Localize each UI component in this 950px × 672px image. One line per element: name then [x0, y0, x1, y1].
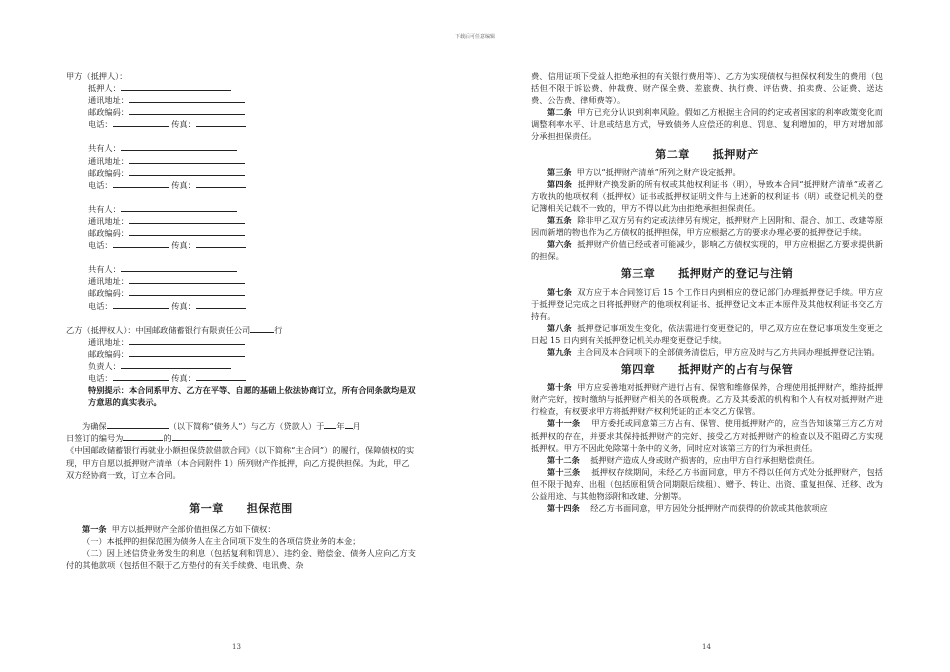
article-1-item-2: （二）因上述信贷业务发生的利息（包括复利和罚息）、违约金、赔偿金、债务人应向乙方支付的其他款项（包括但不限于乙方垫付的有关手续费、电讯费、杂 — [66, 548, 416, 571]
fax-field[interactable] — [196, 239, 246, 248]
address-field[interactable] — [129, 94, 245, 103]
phone-row: 电话： 传真： — [66, 300, 416, 312]
right-page — [531, 70, 883, 514]
address-row: 通讯地址： — [66, 215, 416, 227]
article-7: 第七条 双方应于本合同签订后 15 个工作日内到相应的登记部门办理抵押登记手续。甲方应于抵押登记完成之日将抵押财产的他项权利证书、抵押登记文本正本原件及其他权利证书交乙方持有。 — [531, 286, 883, 321]
chapter-2-title: 第二章 抵押财产 — [655, 147, 759, 161]
article-9: 第九条 主合同及本合同项下的全部债务清偿后，甲方应及时与乙方共同办理抵押登记注销。 — [547, 346, 880, 357]
chapter-3-title: 第三章 抵押财产的登记与注销 — [620, 267, 794, 281]
contract-number-field[interactable] — [123, 432, 163, 441]
postcode-row: 邮政编码： — [66, 106, 416, 118]
article-2: 第二条 甲方已充分认识到利率风险。假如乙方根据主合同的约定或者国家的利率政策变化而调整利率水平、计息或结息方式，导致债务人应偿还的利息、罚息、复利增加的，甲方对增加部分承担担保责任。 — [531, 107, 883, 142]
party-b-heading: 乙方（抵押权人）：中国邮政储蓄银行有限责任公司 行 — [66, 324, 283, 335]
address-field[interactable] — [129, 275, 245, 284]
phone-field[interactable] — [113, 239, 169, 248]
article-3: 第三条 甲方以“抵押财产清单”所列之财产设定抵押。 — [547, 166, 741, 177]
postcode-row: 邮政编码： — [66, 287, 416, 299]
phone-row: 电话： 传真： — [66, 118, 416, 130]
article-4: 第四条 抵押财产换发新的所有权或其他权利证书（明），导致本合同“抵押财产清单”或者乙方收执的他项权利（抵押权）证书或抵押权证明文件与上述新的权利证书（明）或登记机关的登记簿相关记载不一致的，甲方不得以此为由拒绝承担担保责任。 — [531, 178, 883, 213]
chapter-4-title: 第四章 抵押财产的占有与保管 — [620, 363, 794, 377]
article-5: 第五条 除非甲乙双方另有约定或法律另有规定，抵押财产上因附和、混合、加工、改建等原因而新增的物也作为乙方债权的抵押担保，甲方应根据乙方的要求办理必要的抵押登记手续。 — [531, 215, 883, 238]
article-1-item-1: （一）本抵押的担保范围为债务人在主合同项下发生的各项信贷业务的本金； — [82, 535, 361, 546]
postcode-field[interactable] — [129, 167, 245, 176]
coowner-row: 共有人： — [66, 142, 416, 154]
postcode-field[interactable] — [129, 287, 245, 296]
principal-field[interactable] — [121, 360, 231, 369]
article-6: 第六条 抵押财产价值已经或者可能减少，影响乙方债权实现的，甲方应根据乙方要求提供新的担保。 — [531, 239, 883, 262]
address-row: 通讯地址： — [66, 336, 416, 348]
article-11: 第十一条 甲方委托或同意第三方占有、保管、使用抵押财产的，应当告知该第三方乙方对抵押权的存在，并要求其保持抵押财产的完好、接受乙方对抵押财产的检查以及不阻碍乙方实现抵押权。甲方不因此免除第十条中的义务，同时应对该第三方的行为承担责任。 — [531, 418, 883, 453]
phone-field[interactable] — [113, 300, 169, 309]
phone-row: 电话： 传真： — [66, 239, 416, 251]
article-12: 第十二条 抵押财产造成人身或财产损害的，应由甲方自行承担赔偿责任。 — [547, 454, 820, 465]
article-1: 第一条 甲方以抵押财产全部价值担保乙方如下债权： — [82, 523, 276, 534]
intro-paragraph: 《中国邮政储蓄银行再就业小额担保贷款借款合同》（以下简称“主合同”）的履行，保障债权的实现，甲方自愿以抵押财产清单（本合同附件 1）所列财产作抵押，向乙方提供担保。为此，甲乙双方经协商一致，订立本合同。 — [66, 445, 415, 480]
article-8: 第八条 抵押登记事项发生变化，依法需进行变更登记的，甲乙双方应在登记事项发生变更之日起 15 日内到有关抵押登记机关办理变更登记手续。 — [531, 322, 883, 345]
phone-field[interactable] — [113, 179, 169, 188]
postcode-field[interactable] — [129, 227, 245, 236]
address-field[interactable] — [129, 336, 245, 345]
coowner-field[interactable] — [121, 263, 237, 272]
fax-field[interactable] — [196, 179, 246, 188]
postcode-field[interactable] — [129, 106, 245, 115]
mortgagor-row: 抵押人： — [66, 82, 416, 94]
fax-field[interactable] — [196, 118, 246, 127]
intro-line-1: 为确保 （以下简称“债务人”）与乙方（贷款人）于 年 月 — [82, 421, 361, 432]
address-row: 通讯地址： — [66, 155, 416, 167]
coowner-row: 共有人： — [66, 203, 416, 215]
coowner-field[interactable] — [121, 142, 237, 151]
mortgagor-field[interactable] — [121, 82, 231, 91]
postcode-field[interactable] — [129, 348, 245, 357]
page-number-left: 13 — [232, 643, 241, 651]
address-field[interactable] — [129, 215, 245, 224]
address-row: 通讯地址： — [66, 275, 416, 287]
year-field[interactable] — [324, 420, 336, 429]
debtor-field[interactable] — [107, 420, 169, 429]
fax-field[interactable] — [196, 372, 246, 381]
postcode-row: 邮政编码： — [66, 227, 416, 239]
intro-line-2: 日签订的编号为 的 — [66, 432, 416, 444]
branch-field[interactable] — [250, 324, 274, 333]
party-a-heading: 甲方（抵押人）： — [66, 71, 128, 81]
phone-row: 电话： 传真： — [66, 179, 416, 191]
coowner-row: 共有人： — [66, 263, 416, 275]
phone-row: 电话： 传真： — [66, 372, 416, 384]
continued-paragraph: 费、信用证项下受益人拒绝承担的有关银行费用等）、乙方为实现债权与担保权利发生的费用（包括但不限于诉讼费、仲裁费、财产保全费、差旅费、执行费、评估费、拍卖费、公证费、送达费、公告费、律师费等）。 — [531, 71, 883, 106]
coowner-field[interactable] — [121, 203, 237, 212]
contract-name-field[interactable] — [172, 432, 222, 441]
fax-field[interactable] — [196, 300, 246, 309]
month-field[interactable] — [345, 420, 353, 429]
address-field[interactable] — [129, 155, 245, 164]
special-notice: 特别提示：本合同系甲方、乙方在平等、自愿的基础上依法协商订立，所有合同条款均是双方意思的真实表示。 — [88, 385, 416, 408]
address-row: 通讯地址： — [66, 94, 416, 106]
page-number-right: 14 — [702, 643, 711, 651]
postcode-row: 邮政编码： — [66, 348, 416, 360]
article-14: 第十四条 经乙方书面同意，甲方因处分抵押财产而获得的价款或其他款项应 — [547, 503, 828, 514]
phone-field[interactable] — [113, 118, 169, 127]
principal-row: 负责人： — [66, 360, 416, 372]
page-header: 下载后可任意编辑 — [454, 34, 495, 40]
chapter-1-title: 第一章 担保范围 — [189, 501, 293, 515]
article-10: 第十条 甲方应妥善地对抵押财产进行占有、保管和维修保养，合理使用抵押财产，维持抵押财产完好，按时缴纳与抵押财产相关的各项税费。乙方及其委派的机构和个人有权对抵押财产进行检查，有权要求甲方将抵押财产权利凭证的正本交乙方保管。 — [531, 382, 883, 417]
article-13: 第十三条 抵押权存续期间，未经乙方书面同意，甲方不得以任何方式处分抵押财产，包括但不限于抛弃、出租（包括原租赁合同期限后续租）、赠予、转让、出资、重复担保、迁移、改为公益用途、与其他物添附和改建、分割等。 — [531, 466, 883, 501]
left-page — [66, 70, 416, 571]
postcode-row: 邮政编码： — [66, 167, 416, 179]
phone-field[interactable] — [113, 372, 169, 381]
